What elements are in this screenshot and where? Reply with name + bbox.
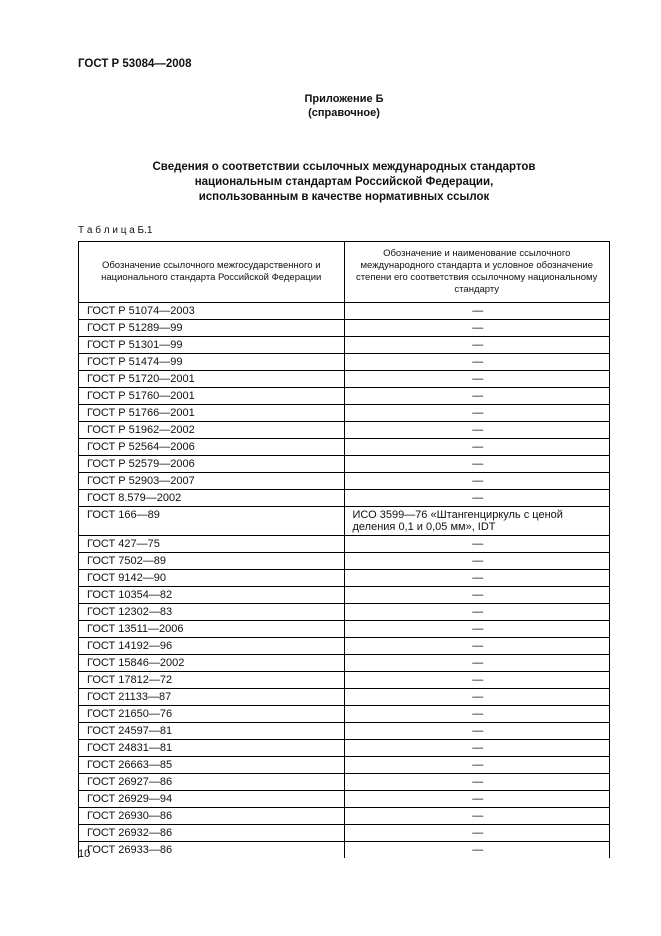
cell-national-standard: ГОСТ 12302—83 (79, 604, 345, 621)
table-row (79, 371, 610, 388)
cell-international-standard: — (344, 774, 610, 791)
table-row (79, 774, 610, 791)
cell-national-standard: ГОСТ 14192—96 (79, 638, 345, 655)
document-number: ГОСТ Р 53084—2008 (78, 58, 192, 70)
cell-international-standard: — (344, 604, 610, 621)
cell-national-standard: ГОСТ Р 51474—99 (79, 354, 345, 371)
table-row (79, 621, 610, 638)
cell-national-standard: ГОСТ 24597—81 (79, 723, 345, 740)
table-row (79, 604, 610, 621)
cell-national-standard: ГОСТ 15846—2002 (79, 655, 345, 672)
page-number: 10 (78, 848, 91, 860)
table-row (79, 689, 610, 706)
table-row (79, 405, 610, 422)
cell-national-standard: ГОСТ 21133—87 (79, 689, 345, 706)
table-row (79, 439, 610, 456)
table-row (79, 570, 610, 587)
appendix-note: (справочное) (308, 107, 380, 119)
cell-international-standard: — (344, 570, 610, 587)
cell-international-standard: — (344, 490, 610, 507)
cell-international-standard: — (344, 388, 610, 405)
section-title-line-1: Сведения о соответствии ссылочных международных стандартов (152, 161, 536, 173)
table-row (79, 672, 610, 689)
table-row (79, 456, 610, 473)
column-header-international-standard: Обозначение и наименование ссылочного международного стандарта и условное обозначение степени его соответствия ссылочному национальному стандарту (344, 242, 610, 303)
cell-national-standard: ГОСТ Р 51289—99 (79, 320, 345, 337)
cell-international-standard: — (344, 337, 610, 354)
table-row (79, 587, 610, 604)
cell-national-standard: ГОСТ 7502—89 (79, 553, 345, 570)
cell-international-standard: — (344, 473, 610, 490)
column-header-national-standard: Обозначение ссылочного межгосударственного и национального стандарта Российской Федерации (79, 242, 345, 303)
cell-national-standard: ГОСТ Р 51760—2001 (79, 388, 345, 405)
cell-national-standard: ГОСТ Р 51766—2001 (79, 405, 345, 422)
cell-national-standard: ГОСТ 10354—82 (79, 587, 345, 604)
cell-international-standard: — (344, 422, 610, 439)
table-row (79, 536, 610, 553)
table-row (79, 825, 610, 842)
cell-national-standard: ГОСТ 17812—72 (79, 672, 345, 689)
cell-national-standard: ГОСТ 21650—76 (79, 706, 345, 723)
cell-national-standard: ГОСТ 24831—81 (79, 740, 345, 757)
cell-international-standard: — (344, 621, 610, 638)
cell-international-standard: — (344, 638, 610, 655)
cell-international-standard: — (344, 553, 610, 570)
cell-international-standard: — (344, 842, 610, 859)
cell-international-standard: — (344, 723, 610, 740)
cell-international-standard: — (344, 655, 610, 672)
cell-international-standard: — (344, 825, 610, 842)
table-row (79, 808, 610, 825)
cell-international-standard: — (344, 587, 610, 604)
cell-national-standard: ГОСТ 26929—94 (79, 791, 345, 808)
table-row (79, 638, 610, 655)
table-row (79, 791, 610, 808)
cell-national-standard: ГОСТ Р 51962—2002 (79, 422, 345, 439)
cell-international-standard: — (344, 354, 610, 371)
table-header-row (79, 242, 610, 303)
cell-national-standard: ГОСТ 26927—86 (79, 774, 345, 791)
section-title (78, 160, 610, 205)
cell-national-standard: ГОСТ 427—75 (79, 536, 345, 553)
table-row (79, 303, 610, 320)
cell-national-standard: ГОСТ 13511—2006 (79, 621, 345, 638)
cell-international-standard: ИСО 3599—76 «Штангенциркуль с ценой деления 0,1 и 0,05 мм», IDT (344, 507, 610, 536)
table-row (79, 388, 610, 405)
table-row (79, 553, 610, 570)
table-row (79, 655, 610, 672)
cell-international-standard: — (344, 672, 610, 689)
table-body (79, 303, 610, 859)
cell-international-standard: — (344, 808, 610, 825)
cell-international-standard: — (344, 320, 610, 337)
cell-national-standard: ГОСТ Р 51074—2003 (79, 303, 345, 320)
cell-international-standard: — (344, 536, 610, 553)
table-row (79, 354, 610, 371)
cell-national-standard: ГОСТ 9142—90 (79, 570, 345, 587)
cell-national-standard: ГОСТ Р 52579—2006 (79, 456, 345, 473)
cell-national-standard: ГОСТ 26933—86 (79, 842, 345, 859)
cell-national-standard: ГОСТ 166—89 (79, 507, 345, 536)
cell-national-standard: ГОСТ Р 51301—99 (79, 337, 345, 354)
cell-national-standard: ГОСТ Р 52564—2006 (79, 439, 345, 456)
cell-national-standard: ГОСТ 26663—85 (79, 757, 345, 774)
cell-international-standard: — (344, 757, 610, 774)
cell-national-standard: ГОСТ 26930—86 (79, 808, 345, 825)
appendix-heading (78, 92, 610, 120)
table-row (79, 320, 610, 337)
table-row (79, 337, 610, 354)
cell-international-standard: — (344, 689, 610, 706)
table-row (79, 842, 610, 859)
table-row (79, 507, 610, 536)
cell-international-standard: — (344, 303, 610, 320)
cell-international-standard: — (344, 439, 610, 456)
appendix-label: Приложение Б (304, 93, 384, 105)
table-row (79, 473, 610, 490)
cell-national-standard: ГОСТ 26932—86 (79, 825, 345, 842)
table-row (79, 723, 610, 740)
cell-national-standard: ГОСТ Р 51720—2001 (79, 371, 345, 388)
correspondence-table (78, 241, 610, 858)
cell-national-standard: ГОСТ 8.579—2002 (79, 490, 345, 507)
section-title-line-3: использованным в качестве нормативных ссылок (198, 191, 490, 203)
cell-international-standard: — (344, 456, 610, 473)
table-row (79, 740, 610, 757)
table-row (79, 490, 610, 507)
table-row (79, 422, 610, 439)
table-label: Т а б л и ц а Б.1 (78, 225, 153, 236)
cell-international-standard: — (344, 706, 610, 723)
cell-international-standard: — (344, 405, 610, 422)
table-row (79, 706, 610, 723)
cell-international-standard: — (344, 371, 610, 388)
table-row (79, 757, 610, 774)
cell-national-standard: ГОСТ Р 52903—2007 (79, 473, 345, 490)
cell-international-standard: — (344, 791, 610, 808)
cell-international-standard: — (344, 740, 610, 757)
section-title-line-2: национальным стандартам Российской Федерации, (194, 176, 494, 188)
